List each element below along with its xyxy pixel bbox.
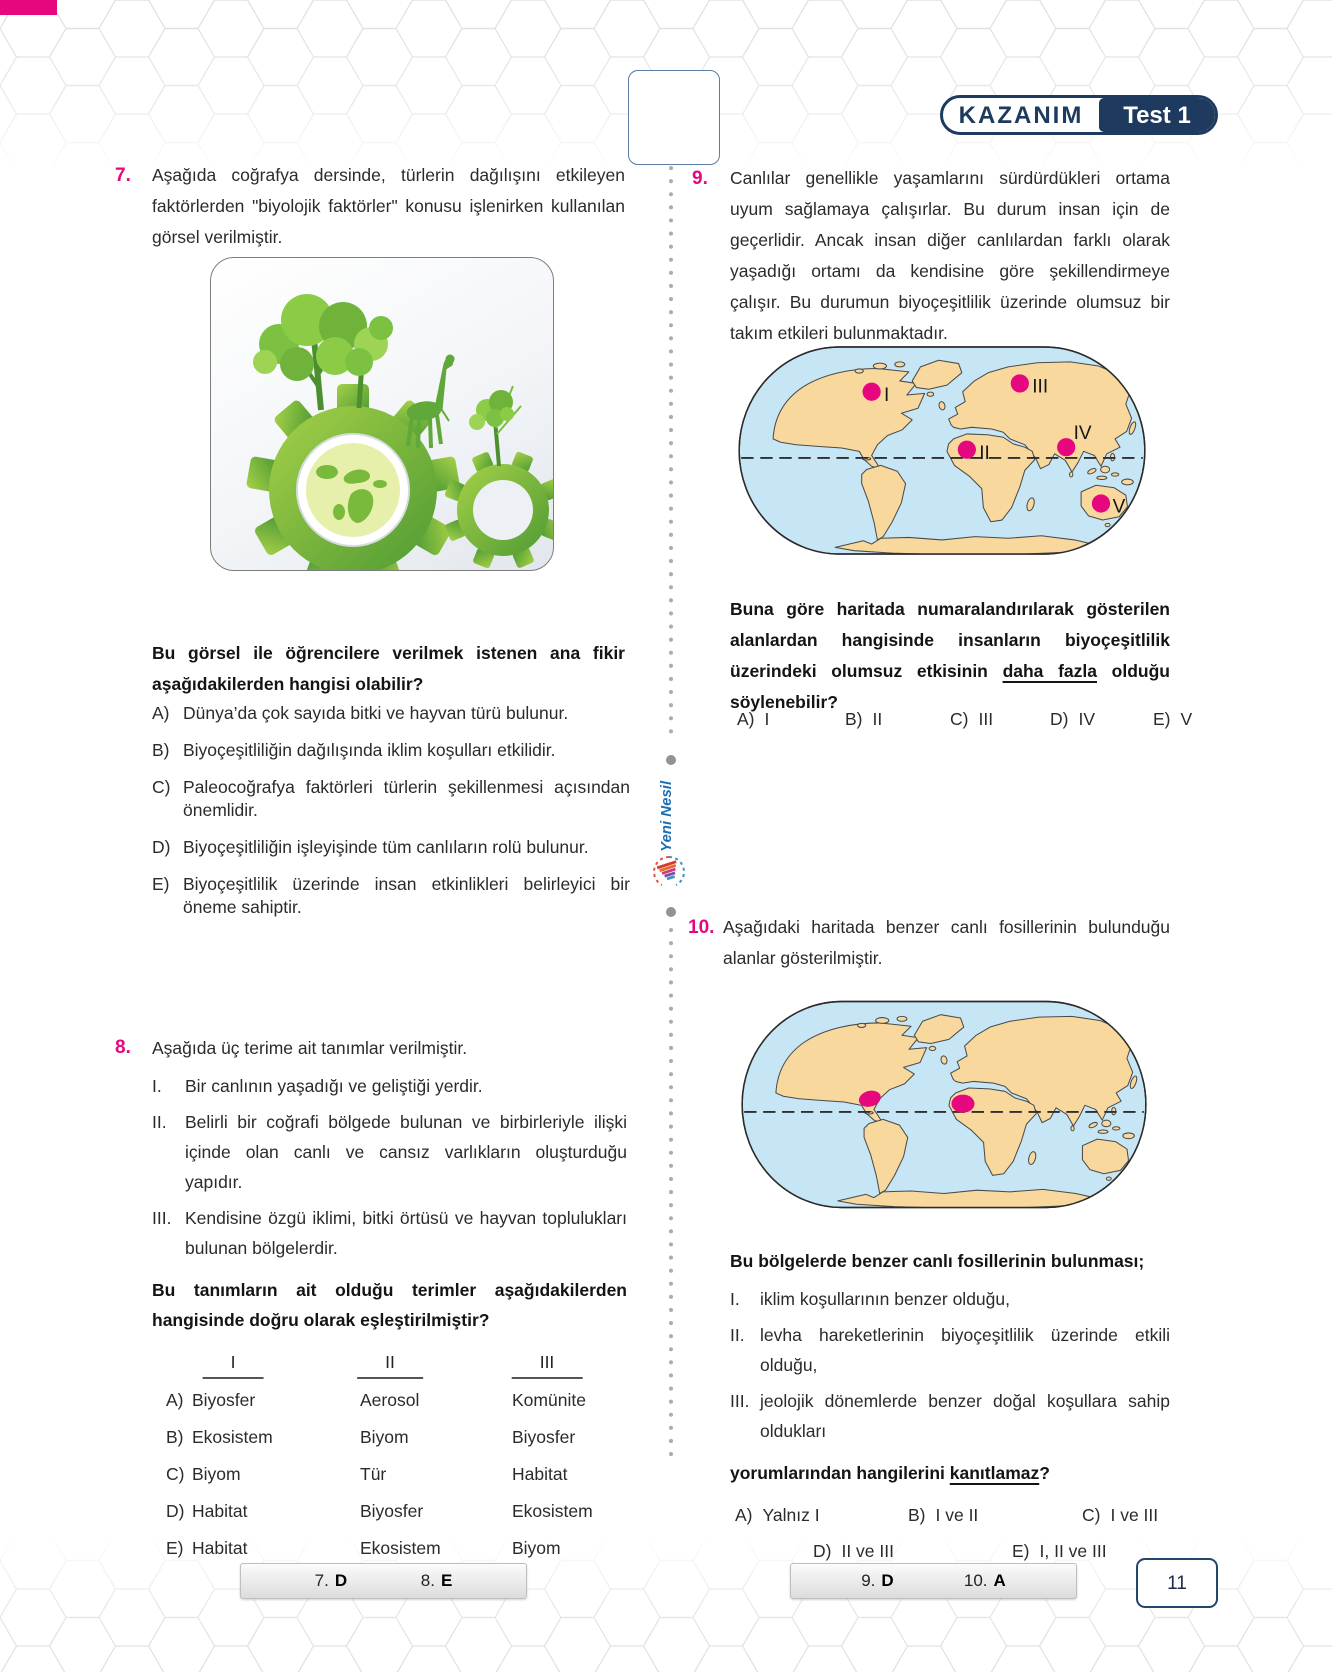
option-text: I ve II <box>935 1505 979 1525</box>
page-number-box <box>1136 1558 1218 1608</box>
option-label: C) <box>950 709 969 729</box>
eco-gears-illustration <box>210 257 554 571</box>
option-label: D) <box>1050 709 1069 729</box>
row-label: E) <box>166 1538 184 1558</box>
option-label: D) <box>813 1541 832 1561</box>
option-d <box>813 1538 894 1564</box>
stem-underlined-phrase: kanıtlamaz <box>949 1463 1040 1483</box>
question-9-text: Canlılar genellikle yaşamlarını sürdürdükleri ortama uyum sağlamaya çalışırlar. Bu durum insan için de geçerlidir. Ancak insan diğer canlılardan farklı olarak yaşadığı ortamı da kendisine göre şekillendirmeye çalışır. Bu durumun biyoçeşitlilik üzerinde olumsuz bir takım etkileri bulunmaktadır. <box>730 168 1170 343</box>
option-c <box>1082 1502 1158 1528</box>
table-row <box>115 1385 627 1422</box>
table-header-row <box>115 1349 627 1385</box>
option-text: III <box>978 709 994 729</box>
question-8 <box>115 1033 627 1558</box>
publisher-logo-icon <box>652 855 686 889</box>
option-text: V <box>1180 709 1193 729</box>
test-header-badge <box>940 95 1218 135</box>
option-label: C) <box>1082 1505 1101 1525</box>
option-label: E) <box>1153 709 1171 729</box>
option-label: A) <box>735 1505 753 1525</box>
table-row <box>115 1459 627 1496</box>
stem-underlined-phrase: daha fazla <box>1002 661 1097 681</box>
item-text: Belirli bir coğrafi bölgede bulunan ve birbirleriyle ilişki içinde olan canlı ve cansız varlıkların oluşturduğu yapıdır. <box>185 1112 627 1192</box>
definition-item-2 <box>152 1107 627 1197</box>
map-marker-dot-3 <box>1011 374 1029 392</box>
definition-item-1 <box>152 1071 627 1101</box>
divider-large-dot <box>666 755 676 765</box>
item-text: levha hareketlerinin biyoçeşitlilik üzerinde etkili olduğu, <box>760 1325 1170 1375</box>
eco-gears-graphic <box>211 258 553 570</box>
answer-key-entry <box>964 1564 1006 1598</box>
item-label: I. <box>730 1289 740 1309</box>
question-7-options <box>152 702 630 933</box>
map-marker-label-5: V <box>1112 496 1126 518</box>
option-a <box>152 702 630 725</box>
item-text: Bir canlının yaşadığı ve geliştiği yerdir. <box>185 1076 483 1096</box>
row-label: A) <box>166 1390 184 1410</box>
item-text: iklim koşullarının benzer olduğu, <box>760 1289 1010 1309</box>
question-9 <box>692 163 1170 349</box>
row-label: C) <box>166 1464 185 1484</box>
option-label: A) <box>737 709 755 729</box>
answer-letter: D <box>881 1571 894 1590</box>
option-text: Yalnız I <box>762 1505 820 1525</box>
option-text: Dünya’da çok sayıda bitki ve hayvan türü bulunur. <box>183 703 569 723</box>
question-9-stem <box>730 594 1170 718</box>
publisher-logo-placeholder-box <box>628 70 720 165</box>
answer-key-entry <box>861 1564 893 1598</box>
cell: Biyom <box>192 1464 241 1484</box>
option-a <box>737 706 769 732</box>
map-marker-dot-5 <box>1092 494 1110 512</box>
question-10 <box>688 912 1170 974</box>
table-row <box>115 1496 627 1533</box>
answer-key-entry <box>315 1564 347 1598</box>
cell: Habitat <box>512 1464 568 1484</box>
question-10-options-row-1 <box>730 1502 1170 1538</box>
option-text: I ve III <box>1110 1505 1159 1525</box>
question-8-match-table <box>115 1349 627 1558</box>
option-e <box>152 873 630 919</box>
map-marker-dot-2 <box>958 441 976 459</box>
option-c <box>152 776 630 822</box>
option-text: Biyoçeşitlilik üzerinde insan etkinlikleri belirleyici bir öneme sahiptir. <box>183 874 630 917</box>
option-text: Paleocoğrafya faktörleri türlerin şekillenmesi açısından önemlidir. <box>183 777 630 820</box>
answer-key-bar-right <box>790 1563 1077 1599</box>
answer-number: 7. <box>314 1571 329 1590</box>
cell: Komünite <box>512 1390 586 1410</box>
cell: Biyosfer <box>192 1390 256 1410</box>
item-text: Kendisine özgü iklimi, bitki örtüsü ve hayvan toplulukları bulunan bölgelerdir. <box>185 1208 627 1258</box>
cell: Biyosfer <box>360 1501 424 1521</box>
globe-icon <box>306 443 400 537</box>
cell: Habitat <box>192 1538 248 1558</box>
option-a <box>735 1502 820 1528</box>
option-label: E) <box>152 874 170 894</box>
answer-number: 9. <box>861 1571 876 1590</box>
definition-item-3 <box>152 1203 627 1263</box>
map-marker-dot-4 <box>1057 438 1075 456</box>
cell: Biyom <box>512 1538 561 1558</box>
option-text: IV <box>1078 709 1096 729</box>
tree-icon <box>253 294 393 410</box>
option-text: Biyoçeşitliliğin işleyişinde tüm canlıların rolü bulunur. <box>183 837 589 857</box>
question-10-text: Aşağıdaki haritada benzer canlı fosillerinin bulunduğu alanlar gösterilmiştir. <box>723 917 1170 968</box>
question-10-stem <box>730 1458 1170 1488</box>
question-7-stem: Bu görsel ile öğrencilere verilmek istenen ana fikir aşağıdakilerden hangisi olabilir? <box>152 643 625 694</box>
table-header-3: III <box>512 1349 583 1379</box>
map-marker-dot-1 <box>863 383 881 401</box>
badge-kazanim-label: KAZANIM <box>958 101 1084 129</box>
question-10-lead: Bu bölgelerde benzer canlı fosillerinin bulunması; <box>730 1251 1145 1271</box>
corner-accent-strip <box>0 0 57 15</box>
option-d <box>152 836 630 859</box>
item-label: III. <box>152 1208 172 1228</box>
option-text: II ve III <box>841 1541 894 1561</box>
cell: Tür <box>360 1464 387 1484</box>
page-number: 11 <box>1167 1572 1187 1594</box>
option-text: Biyoçeşitliliğin dağılışında iklim koşulları etkilidir. <box>183 740 556 760</box>
option-e <box>1153 706 1192 732</box>
publisher-brand-name: Yeni Nesil <box>658 780 675 852</box>
option-label: D) <box>152 837 171 857</box>
row-label: B) <box>166 1427 184 1447</box>
question-9-options <box>730 706 1200 736</box>
world-map-graphic <box>738 982 1150 1227</box>
item-label: II. <box>152 1112 167 1132</box>
option-label: B) <box>152 740 170 760</box>
option-c <box>950 706 993 732</box>
map-marker-label-4: IV <box>1073 422 1092 444</box>
question-10-body <box>692 1246 1170 1574</box>
question-7-number: 7. <box>115 165 131 186</box>
table-row <box>115 1422 627 1459</box>
question-8-stem: Bu tanımların ait olduğu terimler aşağıdakilerden hangisinde doğru olarak eşleştirilmiştir? <box>152 1280 627 1330</box>
option-text: II <box>872 709 883 729</box>
row-label: D) <box>166 1501 185 1521</box>
option-text: I, II ve III <box>1039 1541 1107 1561</box>
small-gear-icon <box>444 451 553 569</box>
answer-key-bar-left <box>240 1563 527 1599</box>
item-label: II. <box>730 1325 745 1345</box>
answer-letter: E <box>440 1571 453 1590</box>
option-text: I <box>764 709 770 729</box>
cell: Habitat <box>192 1501 248 1521</box>
cell: Ekosistem <box>192 1427 273 1447</box>
claim-item-1 <box>730 1284 1170 1314</box>
world-map-question-9 <box>735 337 1149 564</box>
item-text: jeolojik dönemlerde benzer doğal koşullara sahip oldukları <box>760 1391 1170 1441</box>
cell: Ekosistem <box>360 1538 441 1558</box>
answer-number: 10. <box>963 1571 988 1590</box>
map-marker-label-1: I <box>884 384 890 406</box>
fossil-area-west-africa <box>951 1095 974 1113</box>
question-8-text: Aşağıda üç terime ait tanımlar verilmiştir. <box>152 1038 468 1058</box>
map-marker-label-2: II <box>979 442 990 464</box>
answer-key-entry <box>421 1564 453 1598</box>
cell: Ekosistem <box>512 1501 593 1521</box>
world-map-graphic <box>735 337 1149 564</box>
option-label: A) <box>152 703 170 723</box>
world-map-question-10 <box>738 982 1150 1227</box>
stem-pre: Buna göre haritada numaralandırılarak gösterilen alanlardan hangisinde insanların biyoçeşitlilik üzerindeki olumsuz etkisinin <box>730 599 1170 681</box>
item-label: I. <box>152 1076 162 1096</box>
option-e <box>1012 1538 1107 1564</box>
divider-large-dot <box>666 907 676 917</box>
option-d <box>1050 706 1095 732</box>
option-b <box>908 1502 978 1528</box>
stem-post: ? <box>1039 1463 1050 1483</box>
option-label: E) <box>1012 1541 1030 1561</box>
claim-item-3 <box>730 1386 1170 1446</box>
table-header-1: I <box>203 1349 264 1379</box>
map-marker-label-3: III <box>1032 376 1049 398</box>
question-7 <box>115 160 625 253</box>
question-8-number: 8. <box>115 1037 131 1058</box>
option-b <box>152 739 630 762</box>
question-7-text: Aşağıda coğrafya dersinde, türlerin dağılışını etkileyen faktörlerden "biyolojik faktörler" konusu işlenirken kullanılan görsel verilmiştir. <box>152 165 625 247</box>
item-label: III. <box>730 1391 750 1411</box>
answer-number: 8. <box>420 1571 435 1590</box>
option-label: C) <box>152 777 171 797</box>
cell: Biyom <box>360 1427 409 1447</box>
stem-post: olduğu söylenebilir? <box>730 661 1170 712</box>
small-tree-icon <box>469 386 521 466</box>
badge-test-number: Test 1 <box>1099 98 1215 132</box>
stem-pre: yorumlarından hangilerini <box>730 1463 950 1483</box>
table-header-2: II <box>357 1349 423 1379</box>
answer-letter: D <box>334 1571 348 1590</box>
option-label: B) <box>908 1505 926 1525</box>
question-9-number: 9. <box>692 168 708 189</box>
cell: Aerosol <box>360 1390 420 1410</box>
option-label: B) <box>845 709 863 729</box>
cell: Biyosfer <box>512 1427 576 1447</box>
answer-letter: A <box>993 1571 1006 1590</box>
question-10-number: 10. <box>688 917 715 938</box>
option-b <box>845 706 882 732</box>
claim-item-2 <box>730 1320 1170 1380</box>
